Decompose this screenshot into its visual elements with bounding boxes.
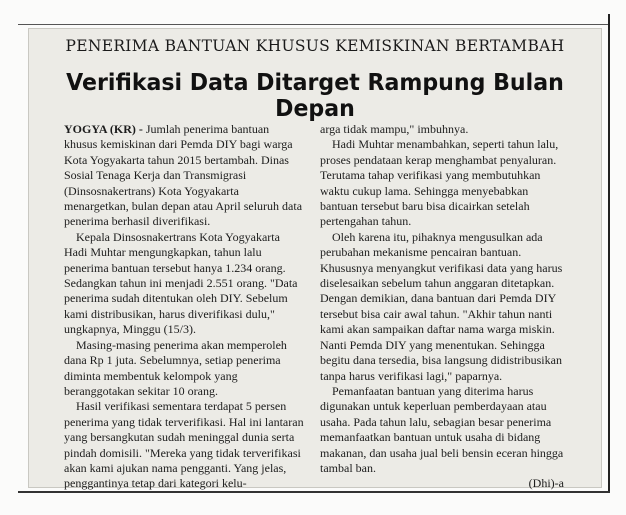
article-column-right <box>320 122 564 492</box>
article-column-left <box>64 122 304 492</box>
paper-edge-right <box>608 14 610 492</box>
article-paragraph: Pemanfaatan bantuan yang diterima harus digunakan untuk keperluan pemberdayaan atau usaha. Pada tahun lalu, sebagian besar penerima memanfaatkan bantuan untuk usaha di bidang makanan, dan usaha jual beli bensin eceran hingga tambal ban. <box>320 383 564 475</box>
article-paragraph: Hasil verifikasi sementara terdapat 5 persen penerima yang tidak terverifikasi. Hal ini lantaran yang bersangkutan sudah meninggal dunia serta pindah domisili. "Mereka yang tidak terverifikasi akan kami ajukan nama pengganti. Yang jelas, penggantinya tetap dari kategori kelu- <box>64 399 304 491</box>
author-signature: (Dhi)-a <box>528 476 564 491</box>
paragraph-text: Jumlah penerima bantuan khusus kemiskinan dari Pemda DIY bagi warga Kota Yogyakarta tahun 2015 bertambah. Dinas Sosial Tenaga Kerja dan Transmigrasi (Dinsosnakertrans) Kota Yogyakarta menargetkan, bulan depan atau April seluruh data penerima berhasil diverifikasi. <box>64 122 303 229</box>
article-paragraph: arga tidak mampu," imbuhnya. <box>320 122 469 136</box>
article-kicker: PENERIMA BANTUAN KHUSUS KEMISKINAN BERTAMBAH <box>65 37 565 55</box>
article-paragraph <box>64 122 304 230</box>
article-paragraph: Masing-masing penerima akan memperoleh dana Rp 1 juta. Sebelumnya, setiap penerima diminta membentuk kelompok yang beranggotakan sekitar 10 orang. <box>64 337 287 398</box>
article-dateline: YOGYA (KR) - <box>64 122 143 136</box>
article-paragraph: Hadi Muhtar menambahkan, seperti tahun lalu, proses pendataan kerap menghambat penyaluran. Terutama tahap verifikasi yang membutuhkan waktu cukup lama. Sehingga menyebabkan bantuan tersebut baru bisa dicairkan setelah pertengahan tahun. <box>320 137 559 229</box>
article-paragraph: Oleh karena itu, pihaknya mengusulkan ada perubahan mekanisme pencairan bantuan. Khususnya menyangkut verifikasi data yang harus diselesaikan sebelum tahun anggaran ditetapkan. Dengan demikian, dana bantuan dari Pemda DIY tersebut bisa cair awal tahun. "Akhir tahun nanti kami akan sampaikan daftar nama warga miskin. Nanti Pemda DIY yang menentukan. Sehingga begitu dana tersedia, bisa langsung didistribusikan tanpa harus verifikasi lagi," paparnya. <box>320 229 563 383</box>
article-paragraph: Kepala Dinsosnakertrans Kota Yogyakarta Hadi Muhtar mengungkapkan, tahun lalu penerima bantuan tersebut hanya 1.234 orang. Sedangkan tahun ini menjadi 2.551 orang. "Data penerima sudah ditentukan oleh DIY. Sebelum kami distribusikan, harus diverifikasi dulu," ungkapnya, Minggu (15/3). <box>64 229 298 337</box>
article-headline: Verifikasi Data Ditarget Rampung Bulan Depan <box>66 70 564 122</box>
paper-edge-top <box>18 24 608 25</box>
